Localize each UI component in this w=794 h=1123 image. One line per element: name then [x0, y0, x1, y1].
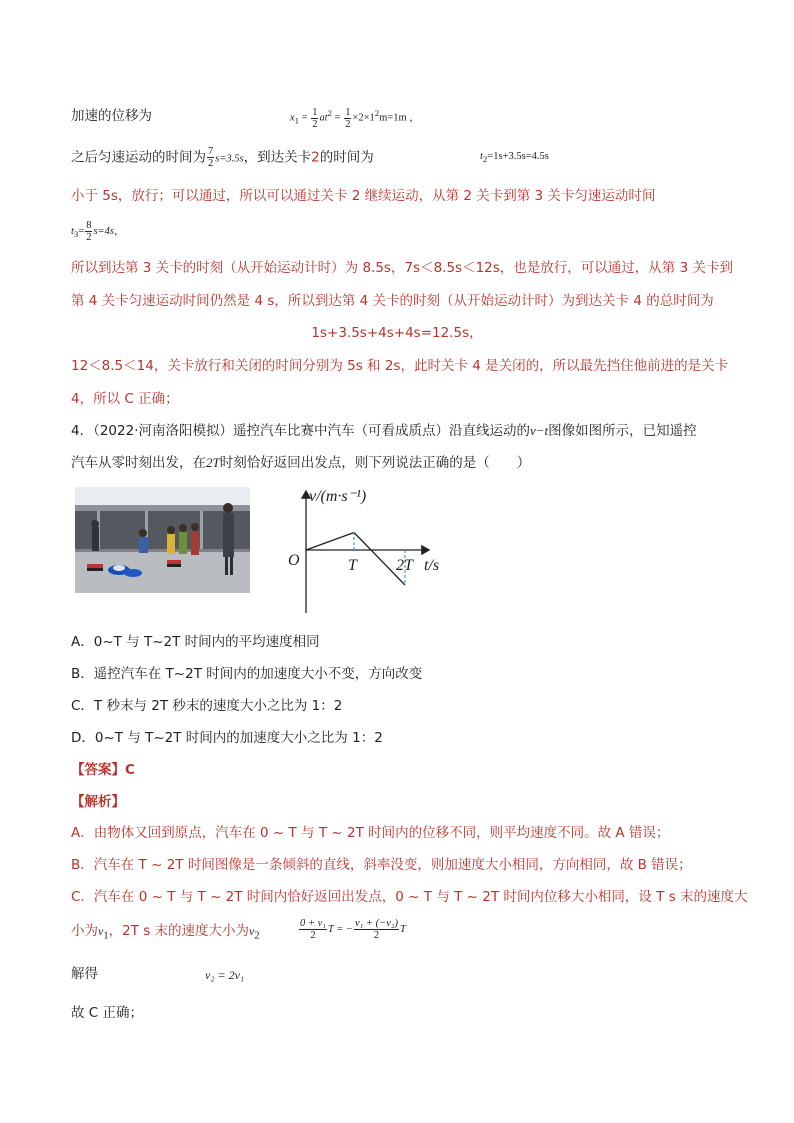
term: m=1m	[379, 112, 407, 124]
equals: =	[301, 112, 308, 124]
sub: 1	[294, 115, 300, 126]
fraction	[311, 107, 318, 130]
analysis-a: A．由物体又回到原点，汽车在 0 ~ T 与 T ~ 2T 时间内的位移不同，则平均速度不同。故 A 错误；	[71, 825, 670, 841]
analysis-b: B．汽车在 T ~ 2T 时间图像是一条倾斜的直线，斜率没变，则加速度大小相同，方向相同，故 B 错误；	[71, 857, 692, 873]
var: v−t	[530, 423, 549, 438]
denominator: 2	[312, 118, 318, 130]
formula-displacement	[290, 103, 420, 131]
var-t: t	[71, 225, 74, 237]
var-x: x	[290, 112, 295, 124]
conclusion: 故 C 正确；	[71, 1005, 144, 1021]
sup: 2	[327, 108, 333, 118]
denominator: 2	[208, 158, 214, 169]
origin-label: O	[288, 552, 300, 569]
question-stem-line2	[71, 453, 530, 473]
analysis-c-line1: C．汽车在 0 ~ T 与 T ~ 2T 时间内恰好返回出发点，0 ~ T 与 T ~ 2T 时间内位移大小相同，设 T s 末的速度大	[71, 889, 748, 905]
text: 时刻恰好返回出发点，则下列说法正确的是（ ）	[219, 455, 531, 471]
option-d[interactable]: D．0~T 与 T~2T 时间内的加速度大小之比为 1：2	[71, 730, 383, 746]
text: 2	[311, 149, 320, 166]
var-v1: v	[98, 924, 104, 938]
numerator: 8	[86, 220, 92, 231]
punct: ，	[113, 225, 125, 237]
text: ，到达关卡	[243, 149, 312, 166]
term: ×2×1	[352, 112, 375, 124]
punct: ，	[409, 112, 420, 124]
equation-displacement	[298, 913, 406, 947]
fraction	[354, 918, 399, 941]
label-displacement: 加速的位移为	[71, 108, 152, 124]
solve-label: 解得	[71, 966, 98, 982]
term: s=4s	[93, 225, 114, 237]
text-line	[71, 106, 152, 126]
var-v2: v	[249, 924, 255, 938]
fraction	[344, 107, 351, 130]
term: at	[319, 112, 328, 124]
analysis-c-line2	[71, 921, 260, 947]
text: 之后匀速运动的时间为	[71, 149, 206, 166]
formula-t2	[480, 147, 549, 169]
equals: =	[334, 112, 341, 124]
term: =1s+3.5s=4.5s	[487, 151, 549, 162]
term: T = −	[327, 924, 353, 935]
equals: =	[78, 225, 85, 237]
option-b[interactable]: B．遥控汽车在 T~2T 时间内的加速度大小不变，方向改变	[71, 666, 423, 682]
text-line: 所以到达第 3 关卡的时刻（从开始运动计时）为 8.5s，7s＜8.5s＜12s，也是放行，可以通过，从第 3 关卡到	[71, 260, 733, 276]
solve-equation: v₂ = 2v₁	[205, 968, 245, 982]
denominator: 2	[310, 930, 316, 942]
question-stem-line1	[71, 421, 697, 441]
text-line: 第 4 关卡匀速运动时间仍然是 4 s，所以到达第 4 关卡的时刻（从开始运动计时）为到达关卡 4 的总时间为	[71, 293, 714, 309]
numerator: v₁ + (−v₂)	[354, 918, 399, 930]
text: 的时间为	[319, 149, 374, 166]
text: 4．（2022·河南洛阳模拟）遥控汽车比赛中汽车（可看成质点）沿直线运动的	[71, 423, 530, 439]
text-line-centered: 1s+3.5s+4s+4s=12.5s，	[311, 325, 483, 341]
option-c[interactable]: C．T 秒末与 2T 秒末的速度大小之比为 1：2	[71, 698, 343, 714]
numerator: 0 + v₁	[300, 918, 326, 930]
text: 图像如图所示，已知遥控	[548, 423, 697, 439]
analysis-title: 【解析】	[71, 794, 125, 810]
rc-car-race-photo	[75, 487, 250, 593]
text: 汽车从零时刻出发，在	[71, 455, 206, 471]
vt-graph	[284, 483, 454, 618]
fraction	[85, 220, 92, 243]
x-axis-label: t/s	[424, 557, 440, 574]
text-line	[71, 146, 374, 170]
denominator: 2	[373, 930, 380, 942]
formula-t3	[71, 220, 124, 244]
numerator: 1	[312, 106, 318, 118]
vt-graph-svg	[284, 483, 454, 618]
sup: 2	[374, 108, 380, 118]
text-line: 12＜8.5＜14，关卡放行和关闭的时间分别为 5s 和 2s，此时关卡 4 是关闭的，所以最先挡住他前进的是关卡	[71, 358, 729, 374]
denominator: 2	[86, 232, 92, 243]
fraction	[207, 146, 214, 169]
var: 2T	[206, 455, 220, 470]
text-line: 4，所以 C 正确；	[71, 391, 179, 407]
numerator: 7	[208, 146, 214, 157]
text-line: 小于 5s，放行；可以通过，所以可以通过关卡 2 继续运动，从第 2 关卡到第 3 关卡匀速运动时间	[71, 188, 656, 204]
sub: 2	[254, 930, 260, 942]
numerator: 1	[345, 106, 351, 118]
answer-label: 【答案】C	[71, 762, 135, 778]
fraction	[299, 918, 327, 941]
y-axis-label: v/(m·s⁻¹)	[309, 488, 367, 505]
sub: 2	[482, 154, 488, 165]
text: 小为	[71, 923, 98, 939]
option-a[interactable]: A．0~T 与 T~2T 时间内的平均速度相同	[71, 634, 320, 650]
tick-label-2T: 2T	[396, 557, 413, 574]
term: s=3.5s	[215, 153, 244, 165]
term: T	[400, 924, 406, 935]
tick-label-T: T	[348, 557, 357, 574]
text: ，2T s 末的速度大小为	[108, 923, 250, 939]
var-t: t	[480, 151, 483, 162]
series-segment-0-T	[306, 533, 354, 551]
sub: 1	[103, 930, 109, 942]
sub: 3	[73, 229, 79, 239]
denominator: 2	[345, 118, 351, 130]
